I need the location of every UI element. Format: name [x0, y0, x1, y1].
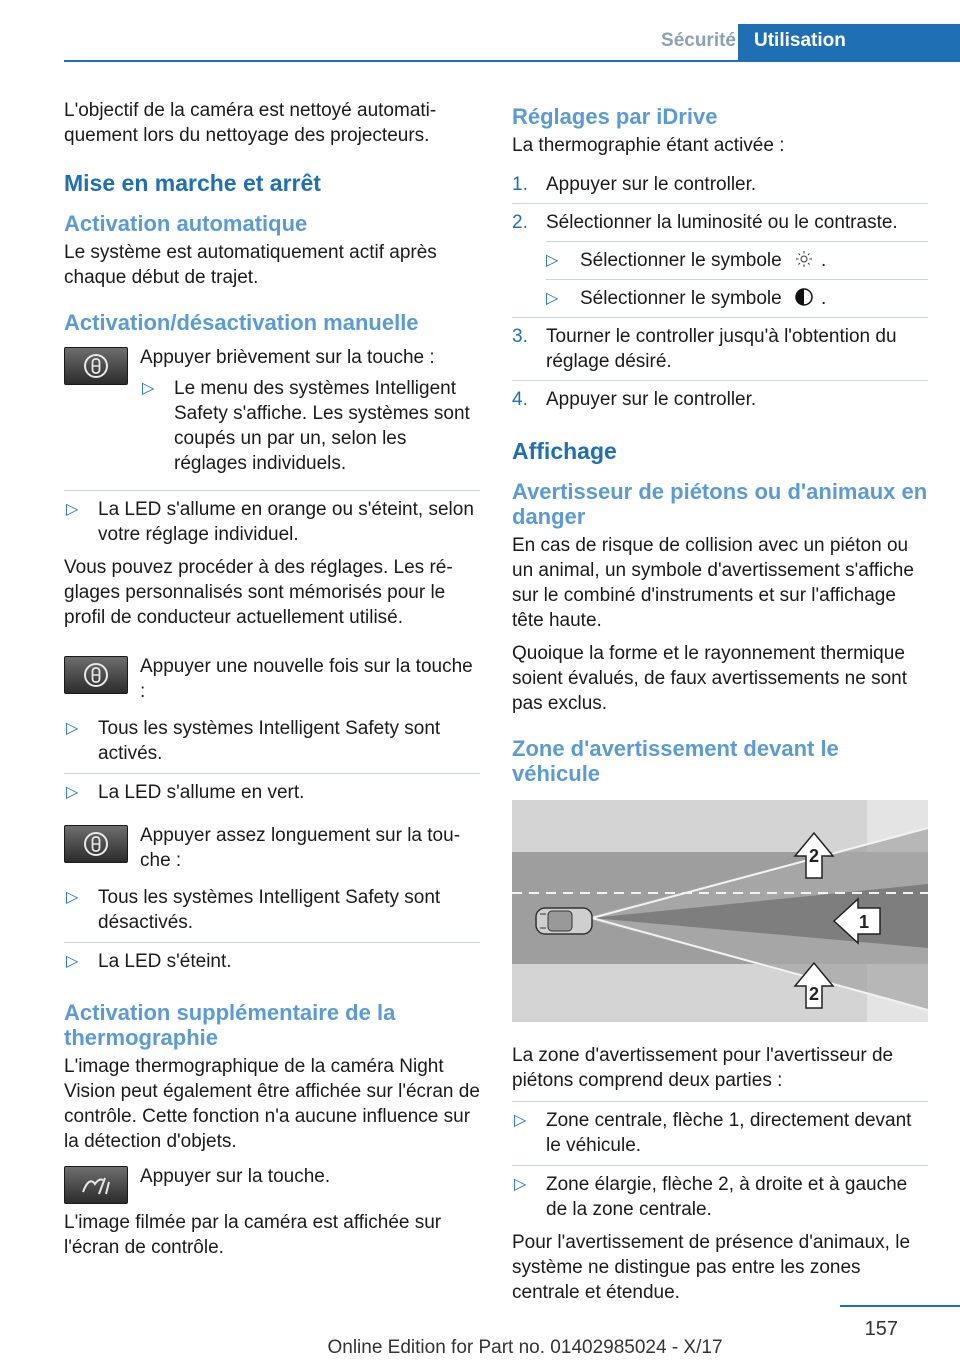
button-instruction-3 [64, 823, 480, 879]
right-column [512, 98, 928, 1313]
triangle-bullet-icon: ▷ [142, 380, 155, 397]
footer-divider [840, 1305, 960, 1307]
triangle-bullet-icon: ▷ [514, 1176, 527, 1193]
tab-utilisation[interactable]: Utilisation [738, 24, 960, 60]
list-item: ▷ Tous les systèmes Intelligent Safety sont désactivés. [66, 887, 441, 933]
button-4-text: Appuyer sur la touche. [140, 1166, 331, 1187]
list-item: ▷ Sélectionner le symbole . [546, 241, 928, 273]
list-item: ▷ Zone élargie, flèche 2, à droite et à gauche de la zone centrale. [512, 1165, 928, 1222]
led-bullets [64, 490, 480, 547]
settings-paragraph: Vous pouvez procéder à des réglages. Les réglages personnalisés sont mémorisés pour le profil de conducteur actuellement utilisé. [64, 557, 453, 628]
triangle-bullet-icon: ▷ [546, 290, 559, 307]
zone-paragraph: La zone d'avertissement pour l'avertisseur de piétons comprend deux parties : [512, 1045, 894, 1091]
left-column [64, 98, 480, 1268]
button-instruction-2 [64, 654, 480, 710]
idrive-paragraph: La thermographie étant activée : [512, 135, 785, 156]
zone-bullets [512, 1101, 928, 1222]
list-item: ▷ La LED s'allume en orange ou s'éteint, selon votre réglage individuel. [66, 499, 474, 545]
list-item: 1. Appuyer sur le controller. [512, 174, 757, 195]
animals-paragraph: Pour l'avertissement de présence d'animaux, le système ne distingue pas entre les zones centrale et étendue. [512, 1232, 911, 1303]
list-item: 3. Tourner le controller jusqu'à l'obtention du réglage désiré. [512, 317, 928, 374]
triangle-bullet-icon: ▷ [66, 501, 79, 518]
warning-paragraph-1: En cas de risque de collision avec un piéton ou un animal, un symbole d'avertissement s'affiche sur le combiné d'instruments et sur l'affichage tête haute. [512, 535, 914, 631]
idrive-steps [512, 172, 928, 412]
heading-manual-activation: Activation/désactivation manuelle [64, 310, 419, 335]
intelligent-safety-button-icon [64, 347, 128, 385]
list-item: ▷ Zone centrale, flèche 1, directement devant le véhicule. [514, 1110, 912, 1156]
intelligent-safety-button-icon [64, 656, 128, 694]
heading-on-off: Mise en marche et arrêt [64, 170, 321, 196]
button-1-bullets [140, 376, 480, 476]
heading-auto-activation: Activation automatique [64, 211, 308, 236]
heading-warning-zone: Zone d'avertissement devant le véhicule [512, 736, 839, 786]
svg-text:1: 1 [858, 912, 870, 932]
list-item: ▷ La LED s'éteint. [64, 942, 480, 974]
button-2-text: Appuyer une nouvelle fois sur la touche : [140, 656, 473, 702]
triangle-bullet-icon: ▷ [514, 1112, 527, 1129]
triangle-bullet-icon: ▷ [66, 953, 79, 970]
thermo-paragraph: L'image thermographique de la caméra Night Vision peut également être affichée sur l'écran de contrôle. Cette fonction n'a aucune influence sur la détection d'objets. [64, 1056, 480, 1152]
step-2-sub-bullets [546, 241, 928, 311]
heading-display: Affichage [512, 438, 617, 464]
svg-text:2: 2 [808, 846, 820, 866]
auto-activation-paragraph: Le système est automatiquement actif après chaque début de trajet. [64, 242, 437, 288]
triangle-bullet-icon: ▷ [66, 784, 79, 801]
button-3-text: Appuyer assez longuement sur la touche : [140, 825, 461, 871]
page-number: 157 [864, 1318, 898, 1340]
button-2-bullets [64, 716, 480, 805]
brightness-icon [793, 249, 815, 269]
list-item: 4. Appuyer sur le controller. [512, 380, 928, 412]
list-item: 2. Sélectionner la luminosité ou le contraste. ▷ Sélectionner le symbole . ▷ Sélectionner le symbole . [512, 203, 928, 311]
page-header [64, 24, 960, 62]
list-item: ▷ Sélectionner le symbole . [546, 279, 928, 311]
triangle-bullet-icon: ▷ [66, 889, 79, 906]
intelligent-safety-button-icon [64, 825, 128, 863]
list-item: ▷ Tous les systèmes Intelligent Safety sont activés. [66, 718, 441, 764]
tab-securite[interactable]: Sécurité [661, 30, 736, 51]
button-instruction-4 [64, 1164, 480, 1204]
night-vision-button-icon [64, 1166, 128, 1204]
button-1-text: Appuyer brièvement sur la touche : [140, 347, 435, 368]
list-item: ▷ La LED s'allume en vert. [64, 773, 480, 805]
warning-paragraph-2: Quoique la forme et le rayonnement thermique soient évalués, de faux avertissements ne sont pas exclus. [512, 643, 908, 714]
button-instruction-1 [64, 345, 480, 484]
triangle-bullet-icon: ▷ [66, 720, 79, 737]
heading-thermo-activation: Activation supplémentaire de la thermographie [64, 1000, 396, 1050]
list-item: ▷ Le menu des systèmes Intelligent Safety s'affiche. Les systèmes sont coupés un par un, selon les réglages individuels. [142, 378, 470, 474]
intro-paragraph: L'objectif de la caméra est nettoyé automatiquement lors du nettoyage des projecteurs. [64, 100, 437, 146]
triangle-bullet-icon: ▷ [546, 252, 559, 269]
contrast-icon [793, 287, 815, 307]
edition-footer: Online Edition for Part no. 01402985024 - X/17 [327, 1337, 723, 1358]
car-icon [536, 908, 592, 934]
svg-text:2: 2 [808, 984, 820, 1004]
button-3-bullets [64, 885, 480, 974]
final-paragraph: L'image filmée par la caméra est affichée sur l'écran de contrôle. [64, 1212, 442, 1258]
warning-zone-figure [512, 800, 928, 1022]
heading-warning: Avertisseur de piétons ou d'animaux en danger [512, 479, 928, 529]
heading-idrive: Réglages par iDrive [512, 104, 718, 129]
